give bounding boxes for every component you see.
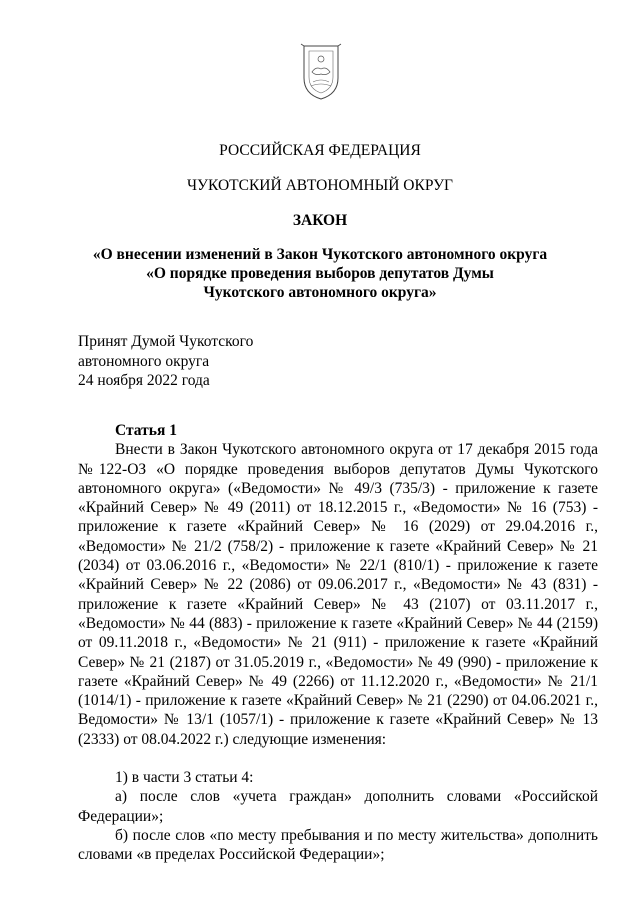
adoption-line: автономного округа <box>78 352 210 370</box>
law-title-line: «О порядке проведения выборов депутатов Думы <box>146 265 494 282</box>
article-subitem: а) после слов «учета граждан» дополнить словами «Российской Федерации»; <box>78 788 598 825</box>
adoption-date: 24 ноября 2022 года <box>78 372 210 389</box>
federation-heading: РОССИЙСКАЯ ФЕДЕРАЦИЯ <box>219 142 421 159</box>
adoption-block <box>78 332 253 391</box>
article-item: 1) в части 3 статьи 4: <box>115 769 254 787</box>
okrug-coat-of-arms-icon <box>298 42 344 102</box>
article-title: Статья 1 <box>115 422 177 439</box>
article-subitem: б) после слов «по месту пребывания и по месту жительства» дополнить словами «в пределах Российской Федерации»; <box>78 826 598 864</box>
article-paragraph: Внести в Закон Чукотского автономного округа от 17 декабря 2015 года №122-ОЗ «О порядке проведения выборов депутатов Думы Чукотского автономного округа» («Ведомости» № 49/3 (735/3) - приложение к газете «Крайний Север» № 49 (2011) от 18.12.2015 г., «Ведомости» № 16 (753) - приложение к газете «Крайний Север» № 16 (2029) от 29.04.2016 г., «Ведомости» № 21/2 (758/2) - приложение к газете «Крайний Север» № 21 (2034) от 03.06.2016 г., «Ведомости» № 22/1 (810/1) - приложение к газете «Крайний Север» № 22 (2086) от 09.06.2017 г., «Ведомости» № 43 (831) - приложение к газете «Крайний Север» № 43 (2107) от 03.11.2017 г., «Ведомости» № 44 (883) - приложение к газете «Крайний Север» № 44 (2159) от 09.11.2018 г., «Ведомости» № 21 (911) - приложение к газете «Крайний Север» № 21 (2187) от 31.05.2019 г., «Ведомости» № 49 (990) - приложение к газете «Крайний Север» № 49 (2266) от 11.12.2020 г., «Ведомости» № 21/1 (1014/1) - приложение к газете «Крайний Север» № 21 (2290) от 04.06.2021 г., Ведомости» № 13/1 (1057/1) - приложение к газете «Крайний Север» № 13 (2333) от 08.04.2022 г.) следующие изменения: <box>78 441 598 748</box>
document-type: ЗАКОН <box>292 212 348 229</box>
okrug-heading: ЧУКОТСКИЙ АВТОНОМНЫЙ ОКРУГ <box>186 177 454 194</box>
article-1 <box>78 421 598 865</box>
law-title-line: Чукотского автономного округа» <box>203 284 437 301</box>
law-title-line: «О внесении изменений в Закон Чукотского автономного округа <box>92 246 548 263</box>
adoption-line: Принят Думой Чукотского <box>78 333 254 350</box>
